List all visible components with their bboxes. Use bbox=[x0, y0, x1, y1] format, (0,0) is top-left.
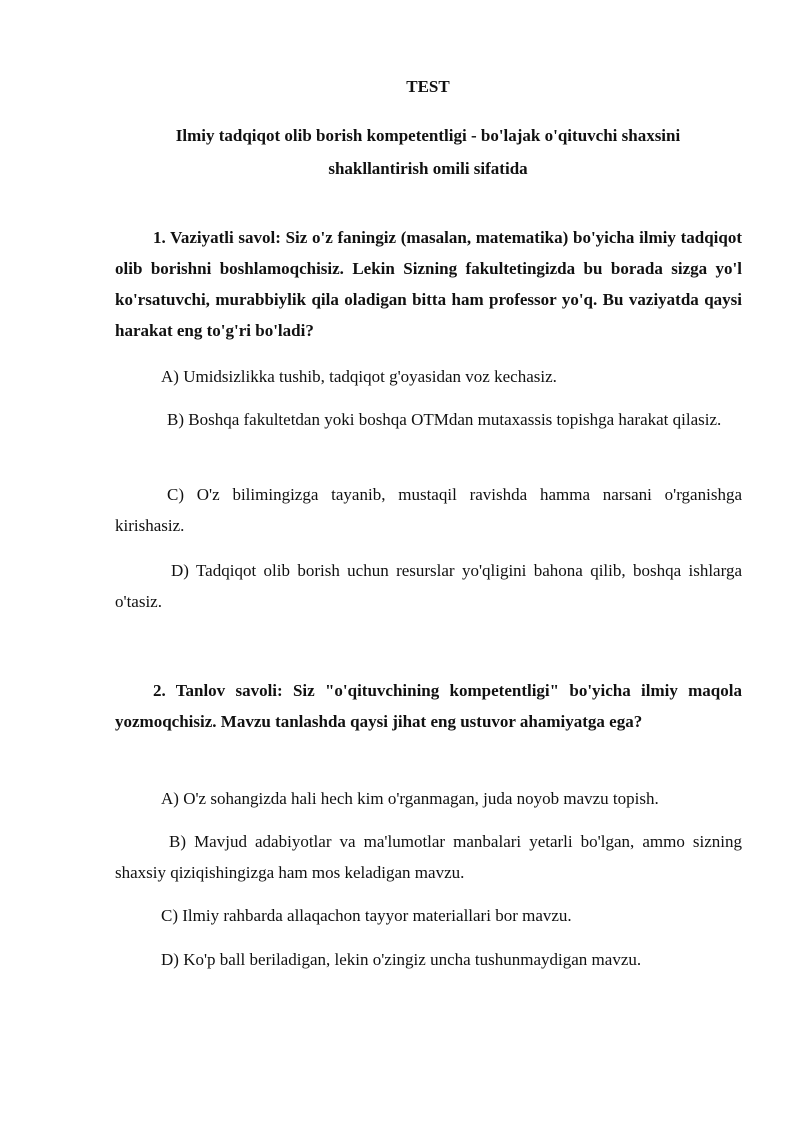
question-2-option-d: D) Ko'p ball beriladigan, lekin o'zingiz uncha tushunmaydigan mavzu. bbox=[161, 950, 642, 969]
question-1-option-a: A) Umidsizlikka tushib, tadqiqot g'oyasidan voz kechasiz. bbox=[161, 367, 557, 386]
question-2-option-b: B) Mavjud adabiyotlar va ma'lumotlar manbalari yetarli bo'lgan, ammo sizning shaxsiy qiziqishingizga ham mos keladigan mavzu. bbox=[115, 832, 742, 882]
question-1-option-d: D) Tadqiqot olib borish uchun resurslar yo'qligini bahona qilib, boshqa ishlarga o'tasiz. bbox=[115, 561, 742, 611]
subtitle-line-2: shakllantirish omili sifatida bbox=[328, 159, 528, 178]
question-1-option-c: C) O'z bilimingizga tayanib, mustaqil ravishda hamma narsani o'rganishga kirishasiz. bbox=[115, 485, 742, 535]
question-1-text: 1. Vaziyatli savol: Siz o'z faningiz (masalan, matematika) bo'yicha ilmiy tadqiqot olib borishni boshlamoqchisiz. Lekin Sizning fakultetingizda bu borada sizga yo'l ko'rsatuvchi, murabbiylik qila oladigan bitta ham professor yo'q. Bu vaziyatda qaysi harakat eng to'g'ri bo'ladi? bbox=[115, 228, 742, 340]
question-2-option-c: C) Ilmiy rahbarda allaqachon tayyor materiallari bor mavzu. bbox=[161, 906, 572, 925]
question-2-text: 2. Tanlov savoli: Siz "o'qituvchining kompetentligi" bo'yicha ilmiy maqola yozmoqchisiz. Mavzu tanlashda qaysi jihat eng ustuvor ahamiyatga ega? bbox=[115, 681, 742, 731]
subtitle-line-1: Ilmiy tadqiqot olib borish kompetentligi - bo'lajak o'qituvchi shaxsini bbox=[175, 126, 681, 145]
document-subtitle bbox=[0, 119, 800, 185]
question-2-option-a: A) O'z sohangizda hali hech kim o'rganmagan, juda noyob mavzu topish. bbox=[161, 789, 659, 808]
document-title: TEST bbox=[406, 77, 450, 96]
question-1-option-b: B) Boshqa fakultetdan yoki boshqa OTMdan mutaxassis topishga harakat qilasiz. bbox=[167, 410, 722, 429]
